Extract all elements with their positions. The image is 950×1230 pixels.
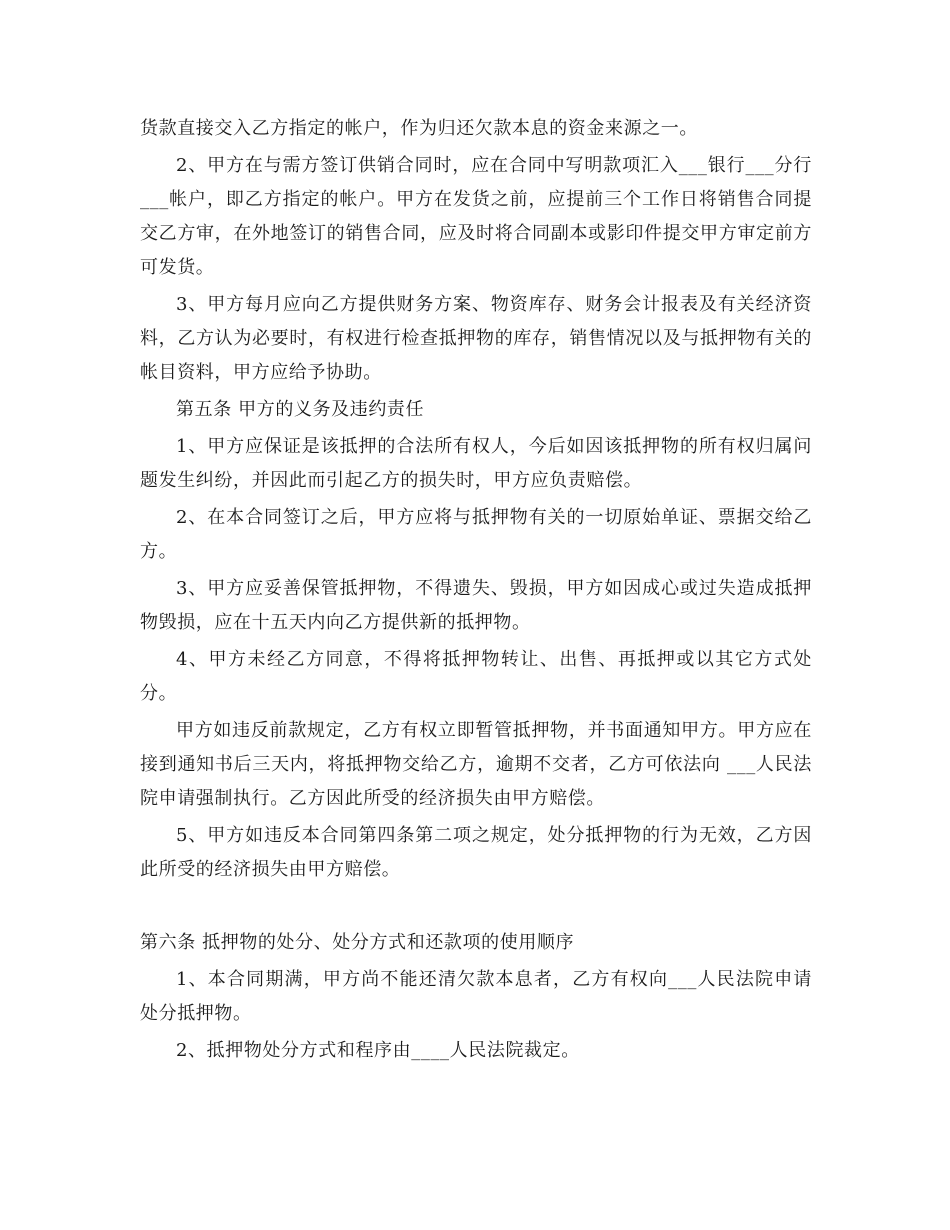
paragraph-article-5-item-1: 1、甲方应保证是该抵押的合法所有权人，今后如因该抵押物的所有权归属问题发生纠纷，并因此而引起乙方的损失时，甲方应负责赔偿。 bbox=[140, 436, 812, 491]
paragraph-article-5-item-3: 3、甲方应妥善保管抵押物，不得遗失、毁损，甲方如因成心或过失造成抵押物毁损，应在十五天内向乙方提供新的抵押物。 bbox=[140, 578, 812, 633]
paragraph-clause-3-financial-reports: 3、甲方每月应向乙方提供财务方案、物资库存、财务会计报表及有关经济资料，乙方认为必要时，有权进行检查抵押物的库存，销售情况以及与抵押物有关的帐目资料，甲方应给予协助。 bbox=[140, 294, 812, 383]
paragraph-article-5-item-4: 4、甲方未经乙方同意，不得将抵押物转让、出售、再抵押或以其它方式处分。 bbox=[140, 649, 812, 704]
paragraph-article-5-item-5: 5、甲方如违反本合同第四条第二项之规定，处分抵押物的行为无效，乙方因此所受的经济损失由甲方赔偿。 bbox=[140, 825, 812, 880]
paragraph-article-5-item-4-sub: 甲方如违反前款规定，乙方有权立即暂管抵押物，并书面通知甲方。甲方应在接到通知书后三天内，将抵押物交给乙方，逾期不交者，乙方可依法向 ___人民法院申请强制执行。乙方因此所受的经济损失由甲方赔偿。 bbox=[140, 720, 812, 809]
section-spacer bbox=[140, 890, 812, 926]
paragraph-continuation: 货款直接交入乙方指定的帐户，作为归还欠款本息的资金来源之一。 bbox=[140, 118, 698, 139]
document-body bbox=[140, 112, 812, 1071]
paragraph-clause-2-sales-contract: 2、甲方在与需方签订供销合同时，应在合同中写明款项汇入___银行___分行___帐户，即乙方指定的帐户。甲方在发货之前，应提前三个工作日将销售合同提交乙方审，在外地签订的销售合同，应及时将合同副本或影印件提交甲方审定前方可发货。 bbox=[140, 155, 812, 278]
paragraph-article-6-item-1: 1、本合同期满，甲方尚不能还清欠款本息者，乙方有权向___人民法院申请处分抵押物。 bbox=[140, 969, 812, 1024]
paragraph-article-6-item-2: 2、抵押物处分方式和程序由____人民法院裁定。 bbox=[176, 1040, 580, 1061]
article-5-heading: 第五条 甲方的义务及违约责任 bbox=[176, 399, 425, 420]
paragraph-article-5-item-2: 2、在本合同签订之后，甲方应将与抵押物有关的一切原始单证、票据交给乙方。 bbox=[140, 507, 812, 562]
article-6-heading: 第六条 抵押物的处分、处分方式和还款项的使用顺序 bbox=[140, 932, 575, 953]
